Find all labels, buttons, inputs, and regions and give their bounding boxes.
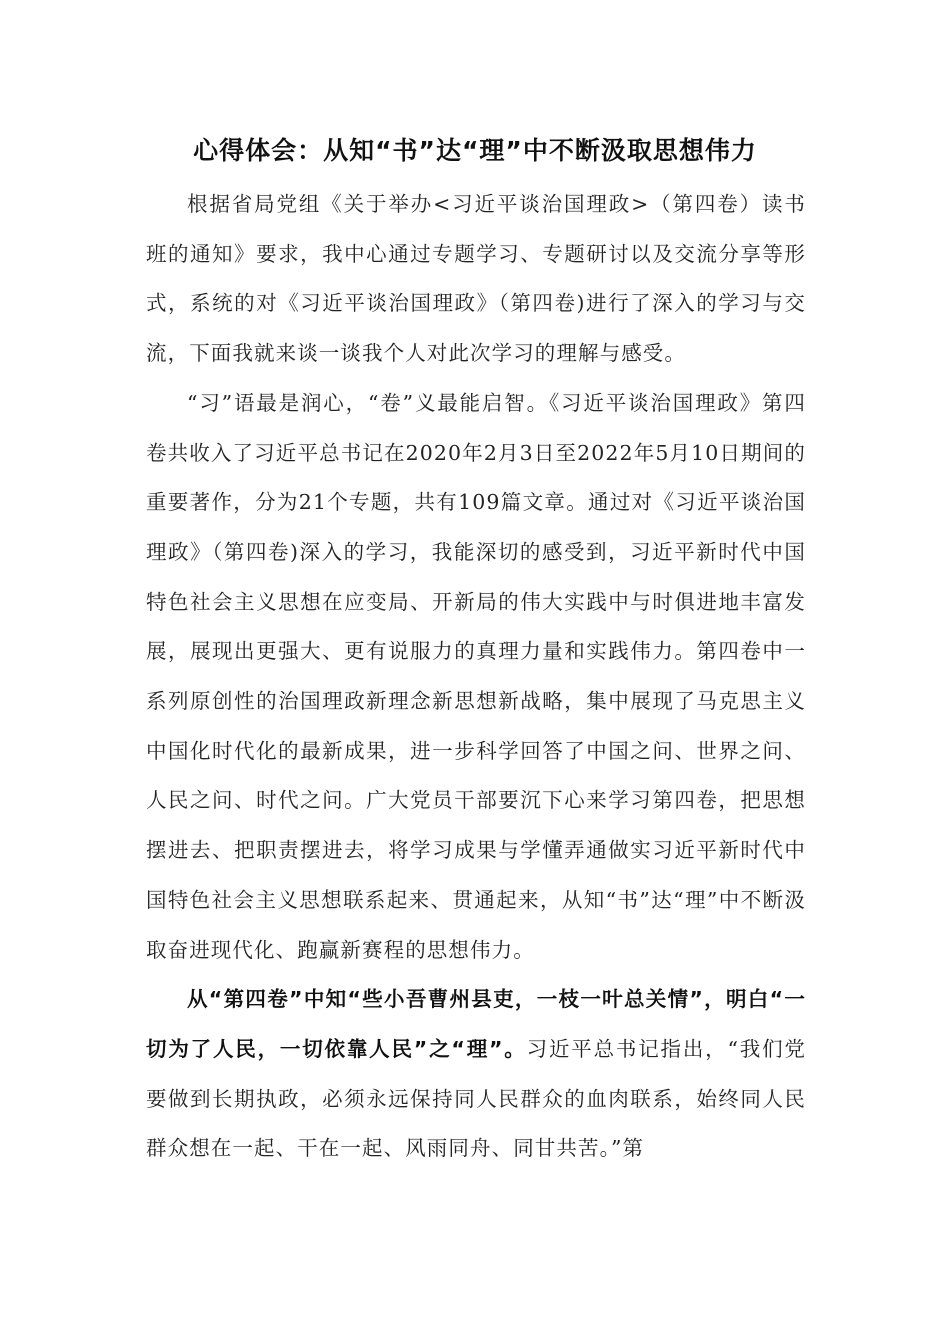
- paragraph-3-lead: 从“第四卷”中知“些小吾曹州县吏，一枝一叶总关情”，明白“一切为了人民，一切依靠人民”之“理”。: [146, 987, 806, 1061]
- document-body: [146, 180, 806, 1174]
- paragraph-2: “习”语最是润心，“卷”义最能启智。《习近平谈治国理政》第四卷共收入了习近平总书记在2020年2月3日至2022年5月10日期间的重要著作，分为21个专题，共有109篇文章。通过对《习近平谈治国理政》（第四卷)深入的学习，我能深切的感受到，习近平新时代中国特色社会主义思想在应变局、开新局的伟大实践中与时俱进地丰富发展，展现出更强大、更有说服力的真理力量和实践伟力。第四卷中一系列原创性的治国理政新理念新思想新战略，集中展现了马克思主义中国化时代化的最新成果，进一步科学回答了中国之问、世界之问、人民之问、时代之问。广大党员干部要沉下心来学习第四卷，把思想摆进去、把职责摆进去，将学习成果与学懂弄通做实习近平新时代中国特色社会主义思想联系起来、贯通起来，从知“书”达“理”中不断汲取奋进现代化、跑赢新赛程的思想伟力。: [146, 390, 806, 962]
- paragraph-1: 根据省局党组《关于举办<习近平谈治国理政>（第四卷）读书班的通知》要求，我中心通过专题学习、专题研讨以及交流分享等形式，系统的对《习近平谈治国理政》（第四卷)进行了深入的学习与交流，下面我就来谈一谈我个人对此次学习的理解与感受。: [146, 192, 806, 366]
- paragraph-3-text: 习近平总书记指出，“我们党要做到长期执政，必须永远保持同人民群众的血肉联系，始终同人民群众想在一起、干在一起、风雨同舟、同甘共苦。”第: [146, 1036, 806, 1161]
- paragraph-3: [146, 975, 806, 1174]
- document-title: 心得体会：从知“书”达“理”中不断汲取思想伟力: [193, 136, 757, 165]
